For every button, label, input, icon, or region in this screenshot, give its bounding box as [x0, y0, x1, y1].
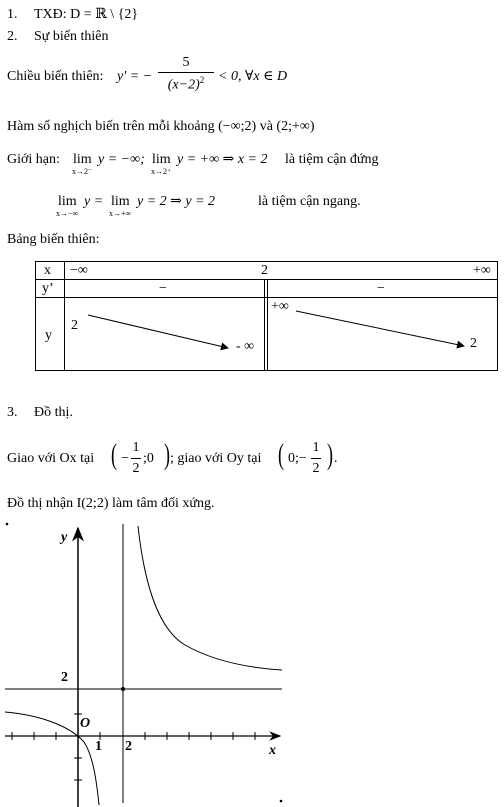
y-right-top: +∞ — [271, 299, 289, 314]
lim-3-expr: y = — [84, 194, 104, 209]
ox-paren-right: ) — [164, 438, 170, 471]
row-x-label: x — [44, 263, 51, 278]
lim-1 — [72, 152, 93, 176]
lim-4-expr: y = 2 ⇒ y = 2 — [137, 194, 216, 209]
lim-3-word: lim — [58, 194, 77, 209]
y-right-bottom: 2 — [470, 336, 477, 351]
ox-fraction-den: 2 — [131, 458, 141, 476]
lim-4 — [109, 194, 132, 218]
lim-2-expr: y = +∞ ⇒ x = 2 — [177, 152, 268, 167]
lim-1-expr: y = −∞; — [98, 152, 145, 167]
x-mid: 2 — [261, 263, 268, 278]
section-2-title: Sự biến thiên — [34, 29, 109, 44]
ox-fraction — [131, 441, 141, 476]
monotonic-statement: Hàm số nghịch biến trên mỗi khoảng (−∞;2) và (2;+∞) — [7, 119, 315, 134]
graph-corner-dot-top — [6, 523, 9, 526]
y-axis-label: y — [61, 530, 68, 545]
oy-head: 0;− — [288, 451, 307, 466]
intersections-suffix: . — [334, 451, 338, 466]
intersections-prefix: Giao với Ox tại — [7, 451, 95, 466]
derivative-denominator-base: (x−2) — [167, 77, 200, 93]
row-y-label: y — [45, 328, 52, 343]
derivative-fraction — [158, 56, 214, 93]
section-3-title: Đồ thị. — [34, 405, 73, 420]
x-tick-2-label: 2 — [125, 739, 132, 754]
derivative-denominator-exp: 2 — [199, 75, 205, 85]
ox-minus: − — [121, 451, 129, 466]
domain-statement: TXĐ: D = ℝ \ {2} — [34, 7, 139, 22]
origin-label: O — [80, 716, 91, 731]
lim-1-word: lim — [73, 152, 92, 167]
y-left-top: 2 — [71, 318, 78, 333]
oy-paren-left: ( — [278, 438, 284, 471]
table-arrows — [36, 262, 497, 370]
derivative-tail: < 0, ∀x ∈ D — [218, 69, 288, 84]
decreasing-arrow-right — [296, 311, 464, 346]
decreasing-arrow-left — [88, 315, 228, 348]
oy-fraction-num: 1 — [312, 440, 320, 455]
lim-4-word: lim — [111, 194, 130, 209]
y-tick-2-label: 2 — [61, 670, 68, 685]
ox-tail: ;0 — [143, 451, 154, 466]
symmetry-center — [121, 687, 125, 691]
x-left: −∞ — [70, 263, 88, 278]
x-axis-label: x — [269, 743, 276, 758]
row-yprime-label: y’ — [42, 281, 54, 296]
vertical-asymptote-text: là tiệm cận đứng — [285, 152, 379, 167]
x-tick-1-label: 1 — [95, 739, 102, 754]
y-left-bottom: - ∞ — [236, 339, 255, 354]
ox-fraction-num: 1 — [132, 440, 140, 455]
intersections-middle: ; giao với Oy tại — [170, 451, 262, 466]
yprime-right: − — [377, 281, 385, 296]
yprime-left: − — [159, 281, 167, 296]
variation-table-title: Bảng biến thiên: — [7, 232, 100, 247]
variation-table — [35, 261, 498, 371]
lim-2-sub: x→2⁺ — [151, 167, 172, 176]
curve-right-branch — [138, 526, 282, 670]
section-2-number: 2. — [7, 29, 18, 44]
oy-fraction-den: 2 — [311, 458, 321, 476]
derivative-numerator: 5 — [182, 55, 190, 70]
lim-1-sub: x→2⁻ — [72, 167, 93, 176]
horizontal-asymptote-text: là tiệm cận ngang. — [258, 194, 361, 209]
oy-fraction — [311, 441, 321, 476]
limits-label: Giới hạn: — [7, 152, 60, 167]
section-3-number: 3. — [7, 405, 18, 420]
symmetry-statement: Đồ thị nhận I(2;2) làm tâm đối xứng. — [7, 496, 215, 511]
lim-3-sub: x→−∞ — [56, 209, 79, 218]
section-1-number: 1. — [7, 7, 18, 22]
x-right: +∞ — [473, 263, 491, 278]
graph-corner-dot-bottom — [280, 800, 283, 803]
lim-2 — [151, 152, 172, 176]
derivative-lhs: y' = − — [117, 69, 153, 84]
lim-4-sub: x→+∞ — [109, 209, 132, 218]
derivative-denominator — [158, 72, 214, 93]
derivative-label: Chiều biến thiên: — [7, 69, 104, 84]
lim-3 — [56, 194, 79, 218]
ox-paren-left: ( — [111, 438, 117, 471]
lim-2-word: lim — [152, 152, 171, 167]
oy-paren-right: ) — [327, 438, 333, 471]
function-graph — [0, 520, 504, 807]
